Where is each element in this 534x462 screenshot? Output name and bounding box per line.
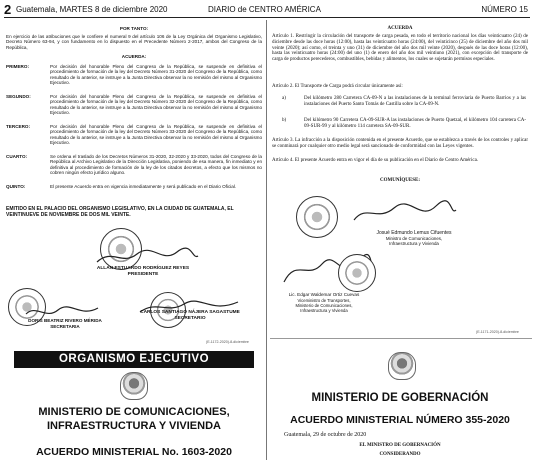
gobernacion-date: Guatemala, 29 de octubre de 2020 bbox=[284, 432, 367, 438]
acuerdo-ministerial-title: ACUERDO MINISTERIAL No. 1603-2020 bbox=[36, 446, 232, 458]
organismo-ejecutivo-banner: ORGANISMO EJECUTIVO bbox=[14, 351, 254, 368]
paragraph-label: TERCERO: bbox=[6, 124, 30, 129]
paragraph-text: Por decisión del honorable Pleno del Congreso de la República, se suspende en definitiva el procedimiento de formación de la ley del Decreto Número 33-2020 del Congreso de la República, como resultado de lo anterior, se instruye a la Junta Directiva observar la no remisión del mismo al Organismo Ejecutivo. bbox=[50, 124, 262, 146]
paragraph-label: SEGUNDO: bbox=[6, 94, 31, 99]
gobernacion-coat-of-arms-icon bbox=[388, 352, 416, 380]
paragraph-text: Por decisión del honorable Pleno del Congreso de la República, se suspende en definitiva el procedimiento de formación de la ley del Decreto Número 31-2020 del Congreso de la República, como resultado de lo anterior, se instruye a la Junta Directiva observar la no remisión del mismo al Organismo Ejecutivo. bbox=[50, 64, 262, 86]
paragraph-primero bbox=[6, 64, 262, 88]
president-name: ALLAN ESTUARDO RODRÍGUEZ REYES bbox=[96, 266, 190, 271]
president-signature-icon bbox=[92, 246, 202, 268]
list-item-text-b: Del kilómetro 90 Carretera CA-09-SUR-A las instalaciones de Puerto Quetzal, el kilómetro 104 carretera CA-09-SUR-99 y al kilómetro 114 carretera SA-09-SUR. bbox=[304, 118, 526, 129]
paragraph-text: El presente Acuerdo entra en vigencia inmediatamente y será publicado en el Diario Oficial. bbox=[50, 184, 237, 189]
viceminister-role-line1: Viceministro de Transportes, bbox=[297, 298, 351, 303]
article-2: Artículo 2. El Transporte de Carga podrá circular únicamente así: bbox=[272, 84, 403, 89]
paragraph-label: QUINTO: bbox=[6, 184, 26, 189]
column-divider bbox=[266, 20, 267, 460]
paragraph-label: CUARTO: bbox=[6, 154, 28, 159]
right-acuerda-heading: ACUERDA bbox=[387, 26, 413, 31]
ministry-title-line1: MINISTERIO DE COMUNICACIONES, bbox=[38, 406, 230, 418]
guatemala-coat-of-arms-icon bbox=[120, 372, 148, 400]
header-paper-name: DIARIO de CENTRO AMÉRICA bbox=[208, 5, 321, 14]
minister-name: Josué Edmundo Lemus Cifuentes bbox=[376, 230, 452, 236]
article-4: Artículo 4. El presente Acuerdo entra en vigor el día de su publicación en el Diario de Centro América. bbox=[272, 158, 479, 163]
list-item-label-a: a) bbox=[282, 96, 286, 101]
header-rule bbox=[4, 17, 530, 18]
paragraph-quinto bbox=[6, 184, 262, 196]
ministry-seal-icon bbox=[296, 196, 338, 238]
secretary-1-role: SECRETARIA bbox=[50, 324, 80, 329]
list-item-label-b: b) bbox=[282, 118, 287, 123]
president-role: PRESIDENTE bbox=[127, 272, 159, 277]
resolution-paragraphs bbox=[6, 64, 262, 194]
minister-role-line2: Infraestructura y Vivienda bbox=[389, 241, 439, 246]
left-publication-stamp: (E-1172-2020)-8-diciembre bbox=[206, 340, 249, 344]
emitido-statement: EMITIDO EN EL PALACIO DEL ORGANISMO LEGISLATIVO, EN LA CIUDAD DE GUATEMALA, EL VEINTINUEVE DE NOVIEMBRE DE DOS MIL VEINTE. bbox=[6, 206, 234, 218]
paragraph-segundo bbox=[6, 94, 262, 118]
paragraph-cuarto bbox=[6, 154, 262, 180]
paragraph-text: Por decisión del honorable Pleno del Congreso de la República, se suspende en definitiva el procedimiento de formación de la ley del Decreto Número 32-2020 del Congreso de la República, como resultado de lo anterior, se instruye a la Junta Directiva observar la no remisión del mismo al Organismo Ejecutivo. bbox=[50, 94, 262, 116]
viceminister-name: Lic. Edgar Waldemar Ortiz Cuevas bbox=[288, 292, 360, 297]
gobernacion-title: MINISTERIO DE GOBERNACIÓN bbox=[311, 392, 489, 404]
acuerda-heading: ACUERDA: bbox=[121, 54, 147, 59]
header-date: Guatemala, MARTES 8 de diciembre 2020 bbox=[16, 5, 168, 14]
viceminister-role-line2: Ministerio de Comunicaciones, bbox=[295, 303, 353, 308]
secretary-2-name: CARLOS SANTIAGO NÁJERA SAGASTUME bbox=[140, 310, 240, 315]
gobernacion-minister-heading: EL MINISTRO DE GOBERNACIÓN bbox=[359, 443, 441, 448]
paragraph-text: Se ordena el traslado de los Decretos Números 31-2020, 32-2020 y 33-2020, todos del Congreso de la República al Archivo Legislativo de la Dirección Legislativa, poniendo de esa manera, fin inmediato y en definitiva al procedimiento de formación de la ley de los citados decretos, a efecto que los mismos no cobren ningún efecto jurídico alguno. bbox=[50, 154, 262, 176]
viceministry-seal-icon bbox=[338, 254, 376, 292]
comuniquese-heading: COMUNÍQUESE: bbox=[379, 178, 420, 183]
intro-paragraph: En ejercicio de las atribuciones que le confiere el numeral 9 del artículo 106 de la Ley Orgánica del Organismo Legislativo, Decreto Número 63-94, y con fundamento en lo dispuesto en el Precedente Número 2-2017, ambos del Congreso de la República, bbox=[6, 34, 262, 50]
list-item-text-a: Del kilómetro 280 Carretera CA-09-N a las instalaciones de la terminal ferroviaria de Puerto Barrios y a las instalaciones del Puerto Santo Tomás de Castilla sobre la CA-09-N. bbox=[304, 96, 526, 107]
article-1: Artículo 1. Restringir la circulación del transporte de carga pesada, en todo el territorio nacional los días veinticuatro (24) de diciembre desde las doce horas (12:00), hasta las veinticuatro horas (24:00), del veinticinco (25) de diciembre del año dos mil veinte (2020); así como, el treinta y uno (31) de diciembre del año dos mil veinte (2020), después de las doce horas (12:00), hasta las veinticuatro horas (24:00) del uno (1) de enero del año dos mil veintiuno (2021), con excepción del transporte de carga de productos perecederos, combustibles, bebidas y alimentos, los cuales se sujetarán permisos especiales. bbox=[272, 34, 528, 63]
header-issue-number: NÚMERO 15 bbox=[481, 5, 528, 14]
secretary-1-name: DORIS BEATRIZ RIVERO MÉRIDA bbox=[28, 318, 102, 323]
right-section-rule bbox=[270, 338, 532, 339]
minister-role-line1: Ministro de Comunicaciones, bbox=[385, 236, 443, 241]
gobernacion-considerando: CONSIDERANDO bbox=[379, 452, 421, 457]
paragraph-label: PRIMERO: bbox=[6, 64, 29, 69]
page-number: 2 bbox=[4, 2, 12, 17]
paragraph-tercero bbox=[6, 124, 262, 148]
minister-signature-icon bbox=[350, 198, 460, 228]
viceminister-role-line3: Infraestructura y Vivienda bbox=[300, 308, 348, 313]
gobernacion-acuerdo-title: ACUERDO MINISTERIAL NÚMERO 355-2020 bbox=[290, 414, 510, 426]
ministry-title-line2: INFRAESTRUCTURA Y VIVIENDA bbox=[47, 420, 221, 432]
right-publication-stamp: (E-1171-2020)-8-diciembre bbox=[476, 330, 519, 334]
por-tanto-heading: POR TANTO: bbox=[119, 26, 149, 31]
secretary-2-role: SECRETARIO bbox=[174, 316, 206, 321]
article-3: Artículo 3. La infracción a la disposición contenida en el presente Acuerdo, que se establezca a través de los controles y aplicar se conminará por cualquier otro medio legal será sancionado de conformidad con las Leyes vigentes. bbox=[272, 138, 528, 149]
